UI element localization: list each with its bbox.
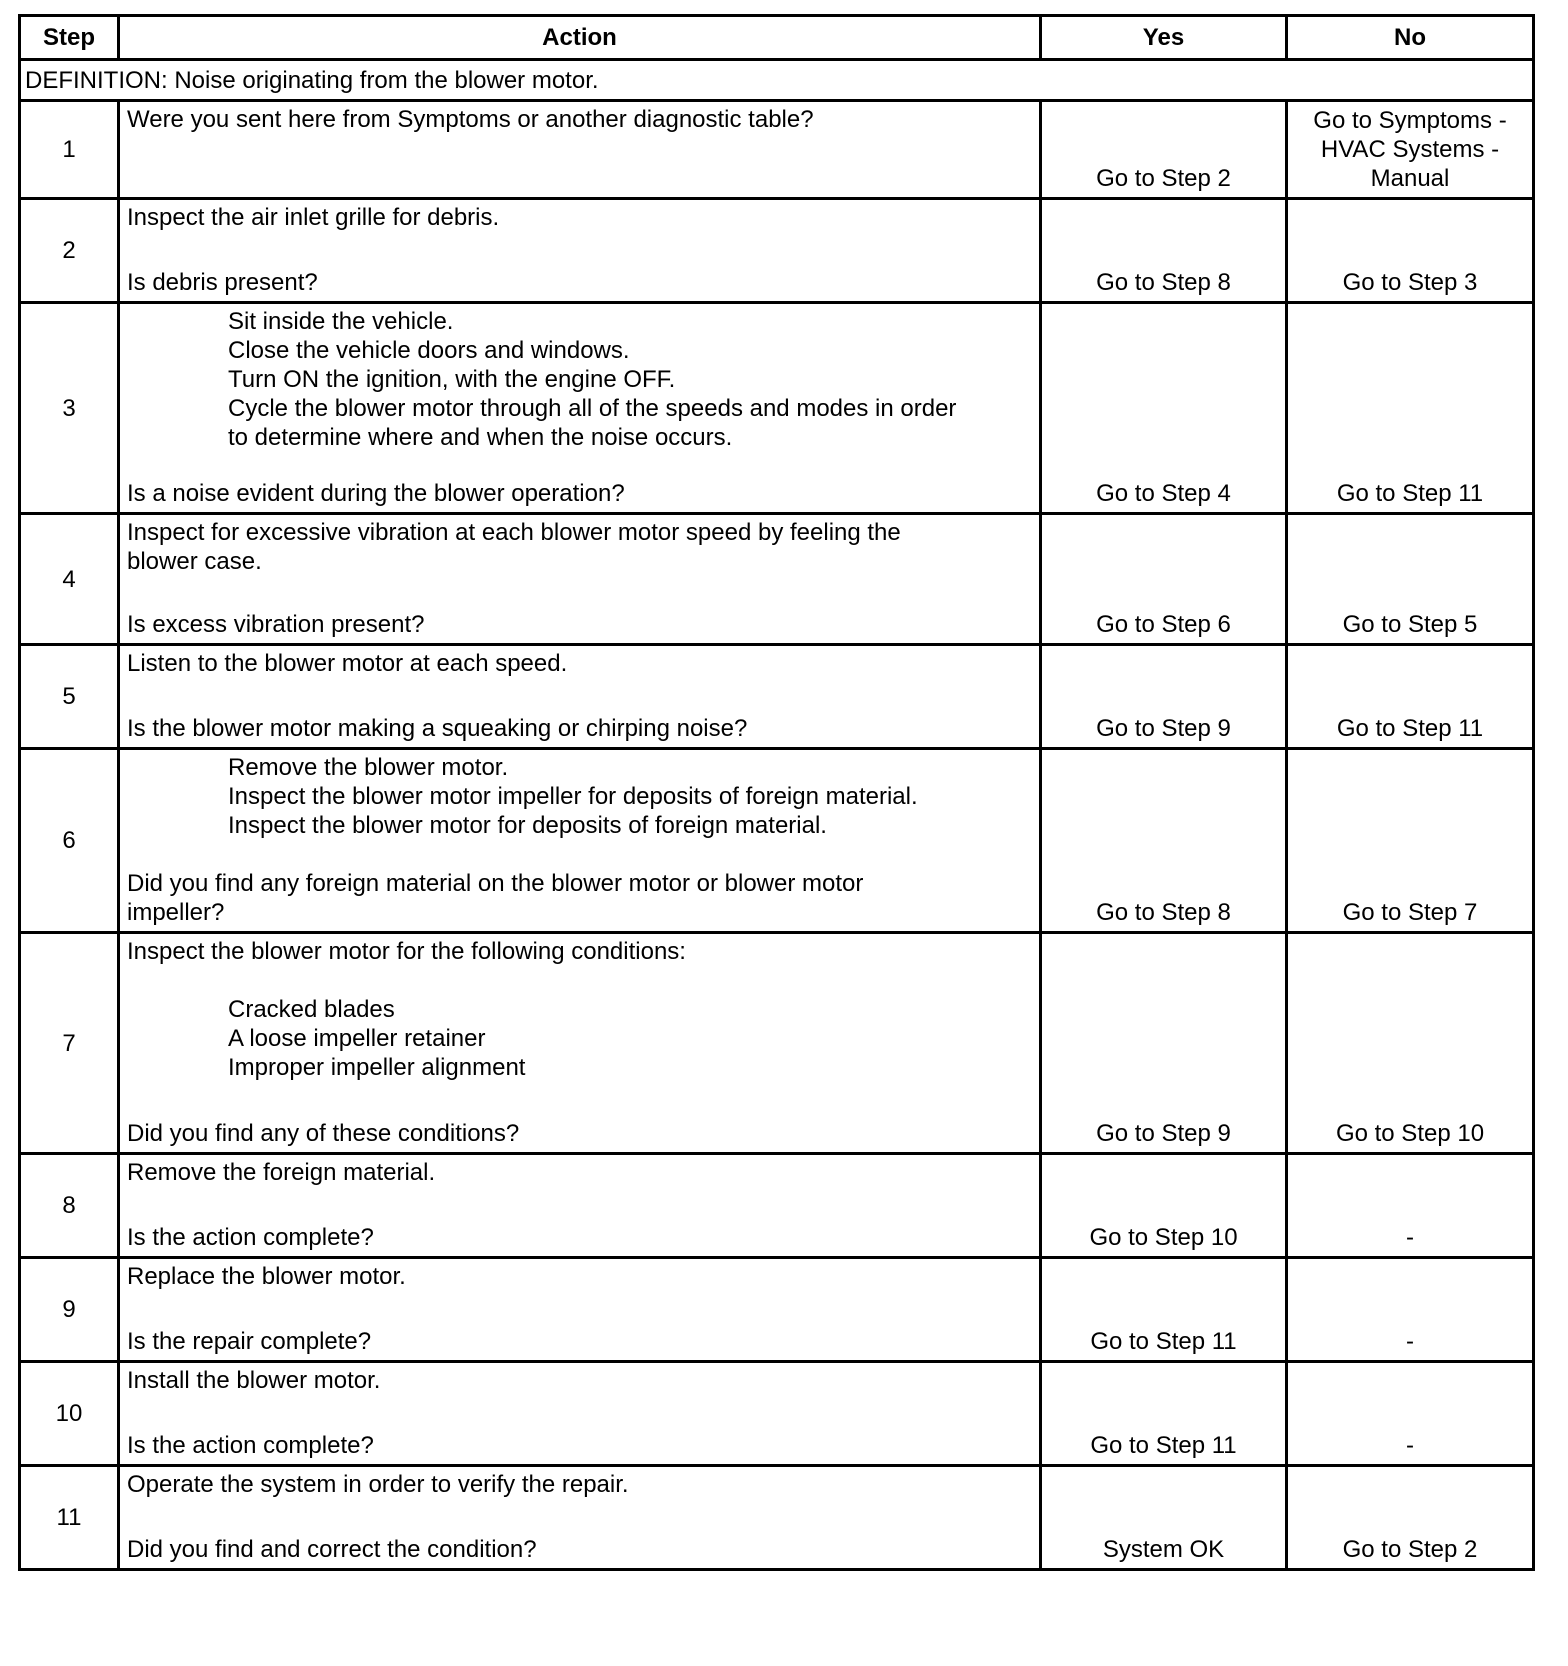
no-cell: Go to Step 11 bbox=[1287, 303, 1534, 514]
action-question: Did you find and correct the condition? bbox=[127, 1536, 537, 1563]
definition-text: DEFINITION: Noise originating from the blower motor. bbox=[20, 60, 1534, 101]
no-cell: Go to Step 7 bbox=[1287, 749, 1534, 933]
action-cell bbox=[119, 514, 1041, 645]
yes-cell: Go to Step 10 bbox=[1041, 1154, 1287, 1258]
step-number: 1 bbox=[20, 101, 119, 199]
no-line: Manual bbox=[1370, 165, 1450, 192]
yes-cell: System OK bbox=[1041, 1466, 1287, 1570]
action-line: Inspect for excessive vibration at each blower motor speed by feeling the bbox=[127, 519, 901, 546]
action-line: to determine where and when the noise occurs. bbox=[228, 424, 733, 451]
action-line: Install the blower motor. bbox=[127, 1367, 381, 1394]
header-row bbox=[20, 16, 1534, 60]
no-cell: - bbox=[1287, 1362, 1534, 1466]
step-number: 4 bbox=[20, 514, 119, 645]
yes-cell: Go to Step 2 bbox=[1041, 101, 1287, 199]
action-line: Cycle the blower motor through all of the speeds and modes in order bbox=[228, 395, 957, 422]
condition-item: Cracked blades bbox=[228, 996, 395, 1023]
action-steps bbox=[127, 753, 1031, 840]
no-cell: Go to Step 5 bbox=[1287, 514, 1534, 645]
action-cell bbox=[119, 303, 1041, 514]
definition-row bbox=[20, 60, 1534, 101]
no-cell bbox=[1287, 101, 1534, 199]
action-line: Inspect the air inlet grille for debris. bbox=[127, 204, 500, 231]
yes-cell: Go to Step 11 bbox=[1041, 1362, 1287, 1466]
action-line: Remove the foreign material. bbox=[127, 1159, 436, 1186]
action-line: Turn ON the ignition, with the engine OFF. bbox=[228, 366, 676, 393]
table-row bbox=[20, 1362, 1534, 1466]
no-line: Go to Symptoms - bbox=[1313, 107, 1507, 134]
table-row bbox=[20, 749, 1534, 933]
action-line: Operate the system in order to verify the repair. bbox=[127, 1471, 629, 1498]
action-line: blower case. bbox=[127, 548, 262, 575]
yes-cell: Go to Step 8 bbox=[1041, 749, 1287, 933]
header-action: Action bbox=[119, 16, 1041, 60]
header-step: Step bbox=[20, 16, 119, 60]
action-question: Is excess vibration present? bbox=[127, 611, 425, 638]
yes-cell: Go to Step 9 bbox=[1041, 933, 1287, 1154]
question-line: impeller? bbox=[127, 899, 225, 926]
action-question bbox=[127, 869, 1031, 927]
no-line: HVAC Systems - bbox=[1320, 136, 1500, 163]
action-steps bbox=[127, 518, 1031, 576]
action-cell bbox=[119, 101, 1041, 199]
action-line: Listen to the blower motor at each speed. bbox=[127, 650, 568, 677]
step-number: 7 bbox=[20, 933, 119, 1154]
step-number: 5 bbox=[20, 645, 119, 749]
yes-cell: Go to Step 8 bbox=[1041, 199, 1287, 303]
no-cell: Go to Step 11 bbox=[1287, 645, 1534, 749]
step-number: 6 bbox=[20, 749, 119, 933]
diagnostic-table bbox=[18, 14, 1535, 1571]
action-line: Close the vehicle doors and windows. bbox=[228, 337, 630, 364]
table-row bbox=[20, 645, 1534, 749]
table-row bbox=[20, 1154, 1534, 1258]
no-cell: Go to Step 3 bbox=[1287, 199, 1534, 303]
action-cell bbox=[119, 199, 1041, 303]
condition-item: Improper impeller alignment bbox=[228, 1054, 526, 1081]
header-no: No bbox=[1287, 16, 1534, 60]
question-line: Did you find any foreign material on the blower motor or blower motor bbox=[127, 870, 864, 897]
action-cell bbox=[119, 645, 1041, 749]
action-cell bbox=[119, 933, 1041, 1154]
step-number: 10 bbox=[20, 1362, 119, 1466]
action-cell bbox=[119, 1362, 1041, 1466]
no-cell: - bbox=[1287, 1258, 1534, 1362]
no-cell: Go to Step 10 bbox=[1287, 933, 1534, 1154]
yes-cell: Go to Step 11 bbox=[1041, 1258, 1287, 1362]
action-steps bbox=[127, 307, 1031, 452]
action-question: Is the action complete? bbox=[127, 1224, 374, 1251]
step-number: 8 bbox=[20, 1154, 119, 1258]
yes-cell: Go to Step 6 bbox=[1041, 514, 1287, 645]
table-row bbox=[20, 303, 1534, 514]
action-steps bbox=[127, 937, 1031, 1082]
action-question: Is debris present? bbox=[127, 269, 318, 296]
table-row bbox=[20, 1466, 1534, 1570]
no-cell: Go to Step 2 bbox=[1287, 1466, 1534, 1570]
action-cell bbox=[119, 1258, 1041, 1362]
action-line: Inspect the blower motor for deposits of foreign material. bbox=[228, 812, 827, 839]
action-line: Remove the blower motor. bbox=[228, 754, 509, 781]
table-row bbox=[20, 101, 1534, 199]
action-intro: Inspect the blower motor for the following conditions: bbox=[127, 938, 686, 965]
header-yes: Yes bbox=[1041, 16, 1287, 60]
condition-item: A loose impeller retainer bbox=[228, 1025, 486, 1052]
yes-cell: Go to Step 4 bbox=[1041, 303, 1287, 514]
action-line: Inspect the blower motor impeller for deposits of foreign material. bbox=[228, 783, 918, 810]
step-number: 2 bbox=[20, 199, 119, 303]
step-number: 3 bbox=[20, 303, 119, 514]
action-question: Is a noise evident during the blower operation? bbox=[127, 480, 625, 507]
action-line: Were you sent here from Symptoms or another diagnostic table? bbox=[127, 106, 814, 133]
action-question: Is the blower motor making a squeaking or chirping noise? bbox=[127, 715, 748, 742]
action-question: Is the repair complete? bbox=[127, 1328, 372, 1355]
action-cell bbox=[119, 749, 1041, 933]
step-number: 9 bbox=[20, 1258, 119, 1362]
action-question: Did you find any of these conditions? bbox=[127, 1120, 520, 1147]
action-line: Replace the blower motor. bbox=[127, 1263, 406, 1290]
action-line: Sit inside the vehicle. bbox=[228, 308, 454, 335]
action-cell bbox=[119, 1154, 1041, 1258]
action-question: Is the action complete? bbox=[127, 1432, 374, 1459]
table-row bbox=[20, 199, 1534, 303]
table-row bbox=[20, 933, 1534, 1154]
no-cell: - bbox=[1287, 1154, 1534, 1258]
step-number: 11 bbox=[20, 1466, 119, 1570]
table-row bbox=[20, 1258, 1534, 1362]
table-row bbox=[20, 514, 1534, 645]
yes-cell: Go to Step 9 bbox=[1041, 645, 1287, 749]
action-cell bbox=[119, 1466, 1041, 1570]
